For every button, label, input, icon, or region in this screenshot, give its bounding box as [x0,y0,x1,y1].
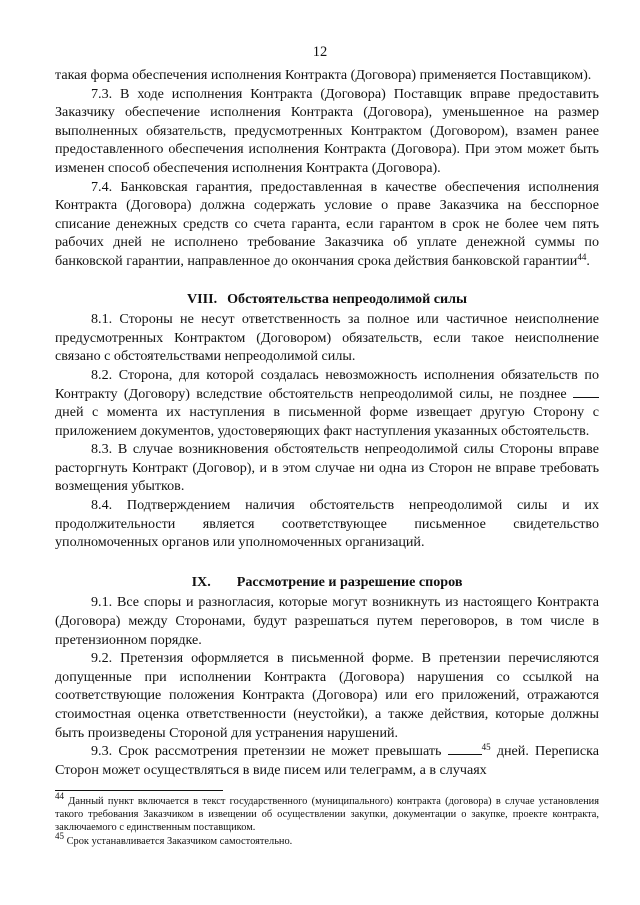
paragraph-7-2-continuation: такая форма обеспечения исполнения Контракта (Договора) применяется Поставщиком). [55,67,592,83]
blank-field [573,385,599,398]
paragraph-7-4: 7.4. Банковская гарантия, предоставленная в качестве обеспечения исполнения Контракта (Договора) должна содержать условие о праве Заказчика на бесспорное списание денежных средств со счета гаранта, если гарантом в срок не более чем пять рабочих дней не исполнено требование Заказчика об уплате денежной суммы по банковской гарантии, направленное до окончания срока действия банковской гарантии$^{44}$. [55,178,599,269]
paragraph-8-4: 8.4. Подтверждением наличия обстоятельств непреодолимой силы и их продолжительности является соответствующее письменное свидетельство уполномоченных органов или уполномоченных организаций. [55,497,599,551]
footnote-separator [55,790,223,791]
document-body [55,66,599,779]
blank-field [448,742,482,755]
section-title: Рассмотрение и разрешение споров [236,573,463,590]
footnote-45: $^{45}$ Срок устанавливается Заказчиком самостоятельно. [55,830,293,847]
section-heading-9 [55,573,599,592]
footnote-44: $^{44}$ Данный пункт включается в текст государственного (муниципального) контракта (договора) в случае установления такого требования Заказчиком в извещении об осуществлении закупки, документации о закупке, проекте контракта, заключаемого с единственным поставщиком. [55,791,599,834]
paragraph-8-2: 8.2. Сторона, для которой создалась невозможность исполнения обязательств по Контракту (Договору) вследствие обстоятельств непреодолимой силы, не позднее дней с момента их наступления в письменной форме извещает другую Сторону с приложением документов, удостоверяющих факт наступления указанных обстоятельств. [55,366,599,439]
footnote-ref-45: 45 [481,742,491,753]
page-number: 12 [312,44,328,60]
footnote-ref-44: 44 [577,251,587,262]
paragraph-8-3: 8.3. В случае возникновения обстоятельств непреодолимой силы Стороны вправе расторгнуть Контракт (Договор), и в этом случае ни одна из Сторон не вправе требовать возмещения убытков. [55,441,599,495]
paragraph-7-3: 7.3. В ходе исполнения Контракта (Договора) Поставщик вправе предоставить Заказчику обеспечение исполнения Контракта (Договора), уменьшенное на размер выполненных обязательств, предусмотренных Контрактом (Договором), взамен ранее предоставленного обеспечения исполнения Контракта (Договора). При этом может быть изменен способ обеспечения исполнения Контракта (Договора). [55,85,599,176]
section-title: Обстоятельства непреодолимой силы [227,290,468,307]
paragraph-9-2: 9.2. Претензия оформляется в письменной форме. В претензии перечисляются допущенные при исполнении Контракта (Договора) нарушения со ссылкой на соответствующие положения Контракта (Договора) или его приложений, отражаются стоимостная оценка ответственности (неустойки), а также действия, которые должны быть произведены Стороной для устранения нарушений. [55,650,599,741]
section-heading-8 [55,290,599,309]
paragraph-9-3: 9.3. Срок рассмотрения претензии не может превышать $^{45}$ дней. Переписка Сторон может осуществляться в виде писем или телеграмм, а в случаях [55,742,599,778]
footnotes [55,791,599,848]
section-number: VIII. [186,290,218,307]
paragraph-8-1: 8.1. Стороны не несут ответственность за полное или частичное неисполнение предусмотренных Контрактом (Договором) обязательств, если такое неисполнение связано с обстоятельствами непреодолимой силы. [55,311,599,365]
section-number: IX. [191,573,211,590]
paragraph-9-1: 9.1. Все споры и разногласия, которые могут возникнуть из настоящего Контракта (Договора) между Сторонами, будут разрешаться путем переговоров, в том числе в претензионном порядке. [55,594,599,648]
